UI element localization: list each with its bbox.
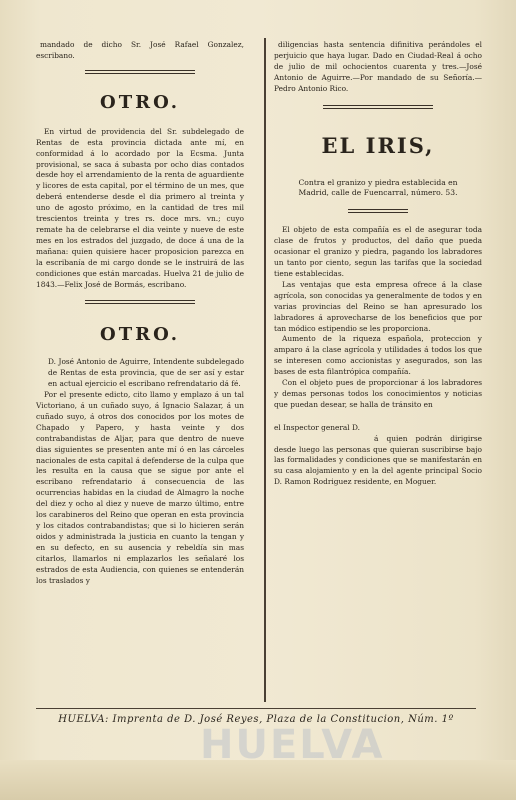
left-top-text: mandado de dicho Sr. José Rafael Gonzalez, escribano.: [36, 40, 244, 60]
footer-rule: [36, 708, 476, 709]
section-rule: [323, 105, 433, 109]
iris-paragraph-6: á quien podrán dirigirse desde luego las personas que quieran suscribirse bajo las formalidades y condiciones que se manifestarán en su casa alojamiento y en la del agente principal Socio D. Ramon Rodriguez residente, en Moguer.: [274, 433, 482, 487]
footer-imprint: HUELVA: Imprenta de D. José Reyes, Plaza de la Constitucion, Núm. 1º: [58, 714, 454, 725]
iris-paragraph-3: Aumento de la riqueza española, proteccion y amparo á la clase agrícola y utilidades á todos los que se interesen como accionistas y asegurados, son las bases de esta filantrópica compañía.: [274, 334, 482, 377]
el-iris-subtitle: Contra el granizo y piedra establecida en Madrid, calle de Fuencarral, número. 53.: [298, 177, 458, 198]
otro2-paragraph-2: Por el presente edicto, cito llamo y emplazo á un tal Victoriano, á un cuñado suyo, á Ignacio Salazar, á un cuñado suyo, á otros dos conocidos por los motes de Chapado y Papero, y hasta veinte y dos contrabandistas de Aljar, para que dentro de nueve dias siguientes se presenten ante mí ó en las cárceles nacionales de esta capital á defenderse de la culpa que les resulta en la causa que se sigue por ante el escribano refrendatario á consecuencia de las ocurrencias habidas en la ciudad de Almagro la noche del diez y ocho al diez y nueve de marzo último, entre los carabineros del Reino que operan en esta provincia y los citados contrabandistas; que si lo hicieren serán oidos y administrada la justicia en cuanto la tengan y en su defecto, en su ausencia y rebeldía sin mas citarlos, llamarlos ni emplazarlos les señalaré los estrados de esta Audiencia, con quienes se entenderán los traslados y: [36, 390, 244, 585]
iris-paragraph-4: Con el objeto pues de proporcionar á los labradores y demas personas todos los conocimientos y noticias que puedan desear, se halla de tránsito en: [274, 378, 482, 409]
archive-watermark: HUELVA: [200, 722, 385, 768]
iris-paragraph-5: el Inspector general D.: [274, 422, 361, 432]
left-column: [36, 40, 244, 586]
iris-paragraph-1: El objeto de esta compañía es el de asegurar toda clase de frutos y productos, del daño que pueda ocasionar el granizo y piedra, pagando los labradores un tanto por ciento, segun las tarifas que la sociedad tiene establecidas.: [274, 225, 482, 278]
right-top-text: diligencias hasta sentencia difinitiva perándoles el perjuicio que haya lugar. Dado en Ciudad-Real á ocho de julio de mil ochocientos cuarenta y tres.—José Antonio de Aguirre.—Por mandado de su Señoría.—Pedro Antonio Rico.: [274, 40, 482, 93]
section-rule: [85, 300, 195, 304]
right-column: [274, 40, 482, 488]
iris-paragraph-2: Las ventajas que esta empresa ofrece á la clase agrícola, son conocidas ya generalmente de todos y en varias provincias del Reino se han apresurado los labradores á aprovecharse de los beneficios que por tan módico estipendio se les proporciona.: [274, 279, 482, 333]
otro1-body: En virtud de providencia del Sr. subdelegado de Rentas de esta provincia dictada ante mí, en conformidad á lo acordado por la Ecsma. Junta provisional, se saca á subasta por ocho dias contados desde hoy el arrendamiento de la renta de aguardiente y licores de esta capital, por el término de un mes, que deberá entenderse desde el dia primero al treinta y uno de agosto próximo, en la cantidad de tres mil trescientos treinta y tres rs. doce mrs. vn.; cuyo remate ha de celebrarse el dia veinte y nueve de este mes en los estrados del juzgado, de doce á una de la mañana: quien quisiere hacer proposicion parezca en la escribanía de mi cargo donde se le instruirá de las condiciones que están marcadas. Huelva 21 de julio de 1843.—Felix José de Bormás, escribano.: [36, 126, 244, 289]
otro-heading-1: OTRO.: [100, 91, 180, 113]
el-iris-heading: EL IRIS,: [321, 132, 435, 158]
otro2-paragraph-1: D. José Antonio de Aguirre, Intendente subdelegado de Rentas de esta provincia, que de ser así y estar en actual ejercicio el escribano refrendatario dá fé.: [48, 357, 244, 389]
section-rule: [85, 70, 195, 74]
otro-heading-2: OTRO.: [100, 324, 180, 346]
column-separator: [264, 38, 266, 702]
section-rule: [348, 209, 408, 213]
